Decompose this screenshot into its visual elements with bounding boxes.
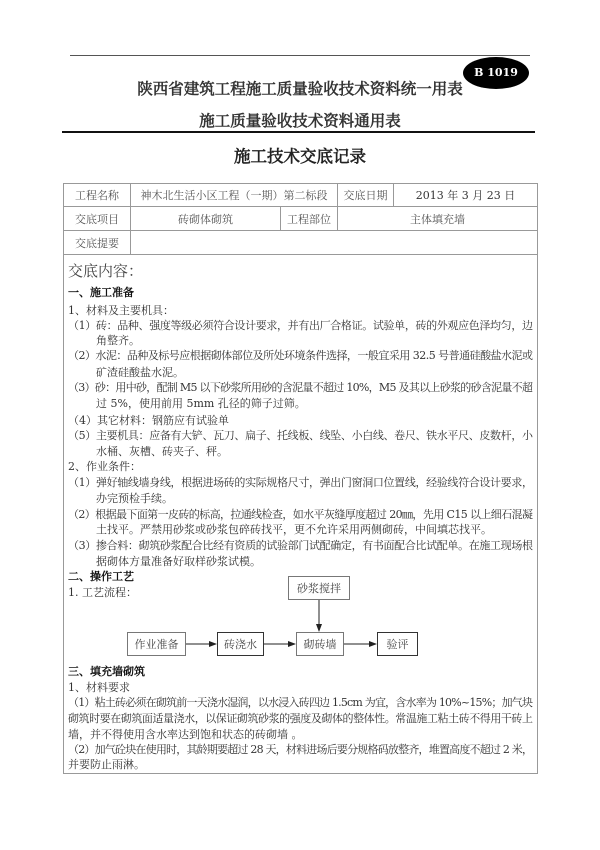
paragraph-line: （1）粘土砖必须在砌筑前一天浇水湿润，以水浸入砖四边 1.5cm 为宜，含水率为 10%~15%；加气块 xyxy=(68,696,533,709)
paragraph-line: （5）主要机具：应备有大铲、瓦刀、扁子、托线板、线坠、小白线、卷尺、铁水平尺、皮数杆，小 xyxy=(68,429,533,442)
paragraph-line: 砌筑时要在砌筑面适量浇水，以保证砌筑砂浆的强度及砌体的整体性。常温施工粘土砖不得用干砖上 xyxy=(68,712,533,725)
form-title: 施工技术交底记录 xyxy=(234,147,366,166)
item-label: 交底项目 xyxy=(63,206,131,231)
paragraph-line: 办完预检手续。 xyxy=(96,492,173,505)
subheading: 1、材料及主要机具： xyxy=(68,304,174,317)
paragraph-line: 过 5%，使用前用 5mm 孔径的筛子过筛。 xyxy=(96,397,306,410)
paragraph-line: （2）根据最下面第一皮砖的标高，拉通线检查，如水平灰缝厚度超过 20㎜，先用 C15 以上细石混凝 xyxy=(68,508,533,521)
document-subtitle: 施工质量验收技术资料通用表 xyxy=(199,112,401,130)
paragraph-line: 土找平。严禁用砂浆或砂浆包碎砖找平，更不允许采用两侧砌砖，中间填芯找平。 xyxy=(96,523,492,536)
flow-box-mortar-mixing: 砂浆搅拌 xyxy=(288,576,350,600)
paragraph-line: （2）加气砼块在使用时，其龄期要超过 28 天，材料进场后要分规格码放整齐，堆置高度不超过 2 米， xyxy=(68,743,533,756)
section-3-heading: 三、填充墙砌筑 xyxy=(68,665,145,678)
section-2-heading: 二、操作工艺 xyxy=(68,570,134,583)
section-1-heading: 一、施工准备 xyxy=(68,286,134,299)
paragraph-line: 并要防止雨淋。 xyxy=(68,758,145,771)
paragraph-line: （1）砖：品种、强度等级必须符合设计要求，并有出厂合格证。试验单，砖的外观应色泽均匀，边 xyxy=(68,319,533,332)
part-value: 主体填充墙 xyxy=(337,206,538,231)
paragraph-line: （3）掺合料：砌筑砂浆配合比经有资质的试验部门试配确定，有书面配合比试配单。在施工现场根 xyxy=(68,539,533,552)
date-label: 交底日期 xyxy=(337,183,394,207)
project-name-value: 神木北生活小区工程（一期）第二标段 xyxy=(130,183,338,207)
flow-box-lay-bricks: 砌砖墙 xyxy=(296,632,344,656)
flow-box-preparation: 作业准备 xyxy=(127,632,186,656)
paragraph-line: （4）其它材料：钢筋应有试验单 xyxy=(68,414,229,427)
document-title: 陕西省建筑工程施工质量验收技术资料统一用表 xyxy=(137,80,463,98)
paragraph-line: 矿渣硅酸盐水泥。 xyxy=(96,366,184,379)
paragraph-line: 水桶、灰槽、砖夹子、秤。 xyxy=(96,445,228,458)
form-code-badge: B 1019 xyxy=(463,57,529,89)
subheading: 1、材料要求 xyxy=(68,681,130,694)
paragraph-line: （3）砂：用中砂，配制 M5 以下砂浆所用砂的含泥量不超过 10%，M5 及其以上砂浆的砂含泥量不超 xyxy=(68,381,533,394)
subheading: 2、作业条件： xyxy=(68,460,141,473)
content-title: 交底内容： xyxy=(68,262,144,280)
item-value: 砖砌体砌筑 xyxy=(130,206,281,231)
paragraph-line: 墙，并不得使用含水率达到饱和状态的砖砌墙 。 xyxy=(68,728,303,741)
paragraph-line: （1）弹好轴线墙身线，根据进场砖的实际规格尺寸，弹出门窗洞口位置线，经验线符合设计要求， xyxy=(68,476,533,489)
project-name-label: 工程名称 xyxy=(63,183,131,207)
paragraph-line: 据砌体方量准备好取样砂浆试模。 xyxy=(96,555,261,568)
date-value: 2013 年 3 月 23 日 xyxy=(393,183,538,207)
paragraph-line: 角整齐。 xyxy=(96,334,140,347)
flow-box-inspection: 验评 xyxy=(377,632,418,656)
subheading: 1. 工艺流程： xyxy=(68,586,137,599)
flow-box-wet-bricks: 砖浇水 xyxy=(217,632,264,656)
part-label: 工程部位 xyxy=(280,206,338,231)
paragraph-line: （2）水泥：品种及标号应根据砌体部位及所处环境条件选择，一般宜采用 32.5 号普通硅酸盐水泥或 xyxy=(68,349,533,362)
summary-label: 交底提要 xyxy=(63,230,131,255)
